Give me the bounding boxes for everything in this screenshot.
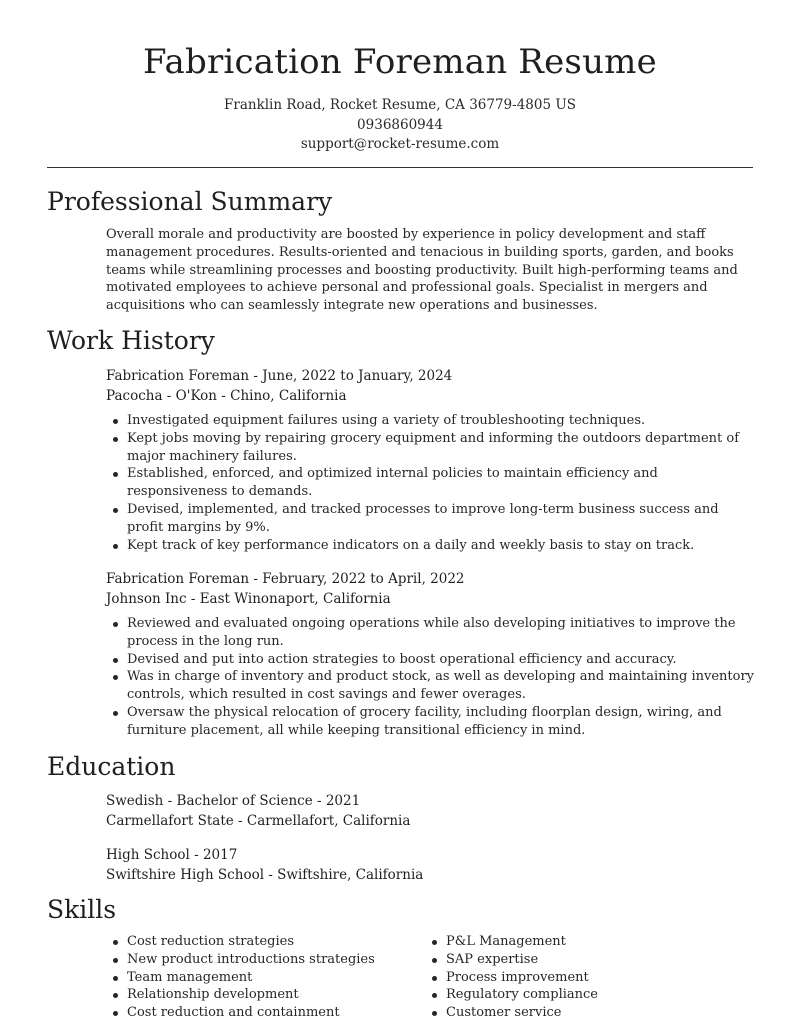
list-item: Was in charge of inventory and product stock, as well as developing and maintaining inventory controls, which resulted in cost savings and fewer overages. (127, 669, 755, 703)
summary-heading: Professional Summary (47, 187, 333, 216)
job-entry (106, 569, 756, 740)
job-duties-list (106, 615, 756, 740)
contact-address: Franklin Road, Rocket Resume, CA 36779-4805 US (224, 97, 576, 113)
list-item: Investigated equipment failures using a variety of troubleshooting techniques. (127, 412, 756, 430)
list-item: Established, enforced, and optimized internal policies to maintain efficiency and responsiveness to demands. (127, 465, 756, 501)
skills-heading: Skills (47, 895, 117, 924)
contact-block (0, 96, 800, 155)
job-company-line: Johnson Inc - East Winonaport, California (106, 591, 391, 607)
list-item: Oversaw the physical relocation of grocery facility, including floorplan design, wiring, and furniture placement, all while keeping transitional efficiency in mind. (127, 704, 756, 740)
education-degree-line: Swedish - Bachelor of Science - 2021 (106, 793, 361, 809)
list-item: Reviewed and evaluated ongoing operations while also developing initiatives to improve the process in the long run. (127, 615, 756, 651)
job-title-line: Fabrication Foreman - June, 2022 to January, 2024 (106, 368, 453, 384)
skills-column-right (425, 933, 725, 1022)
skills-list (106, 933, 406, 1022)
header-divider (47, 167, 753, 168)
education-school-line: Swiftshire High School - Swiftshire, California (106, 867, 424, 883)
education-entry (106, 791, 756, 831)
education-heading: Education (47, 752, 176, 781)
contact-phone: 0936860944 (357, 116, 443, 133)
skill-item: P&L Management (446, 933, 725, 951)
education-school-line: Carmellafort State - Carmellafort, California (106, 813, 411, 829)
skill-item: Cost reduction and containment (127, 1004, 406, 1022)
summary-text: Overall morale and productivity are boosted by experience in policy development and staff management procedures. Results-oriented and tenacious in building sports, garden, and books teams while streamlining processes and boosting productivity. Built high-performing teams and motivated employees to achieve personal and professional goals. Specialist in mergers and acquisitions who can seamlessly integrate new operations and businesses. (106, 227, 738, 314)
skill-item: Team management (127, 969, 406, 987)
skill-item: New product introductions strategies (127, 951, 406, 969)
education-entry (106, 845, 756, 885)
skill-item: Relationship development (127, 986, 406, 1004)
contact-email: support@rocket-resume.com (300, 136, 500, 152)
skill-item: Process improvement (446, 969, 725, 987)
resume-header (0, 0, 800, 155)
skill-item: Regulatory compliance (446, 986, 725, 1004)
work-history-heading: Work History (47, 326, 215, 355)
list-item: Devised, implemented, and tracked processes to improve long-term business success and profit margins by 9%. (127, 501, 756, 537)
job-title-line: Fabrication Foreman - February, 2022 to April, 2022 (106, 571, 465, 587)
job-company-line: Pacocha - O'Kon - Chino, California (106, 388, 347, 404)
list-item: Kept jobs moving by repairing grocery equipment and informing the outdoors department of major machinery failures. (127, 430, 756, 466)
job-duties-list (106, 412, 756, 554)
education-degree-line: High School - 2017 (106, 847, 238, 863)
list-item: Devised and put into action strategies to boost operational efficiency and accuracy. (127, 651, 756, 669)
skills-list (425, 933, 725, 1022)
skill-item: Customer service (446, 1004, 725, 1022)
skills-column-left (106, 933, 406, 1022)
skill-item: Cost reduction strategies (127, 933, 406, 951)
resume-title: Fabrication Foreman Resume (143, 42, 657, 82)
job-entry (106, 366, 756, 554)
skill-item: SAP expertise (446, 951, 725, 969)
list-item: Kept track of key performance indicators on a daily and weekly basis to stay on track. (127, 537, 756, 555)
